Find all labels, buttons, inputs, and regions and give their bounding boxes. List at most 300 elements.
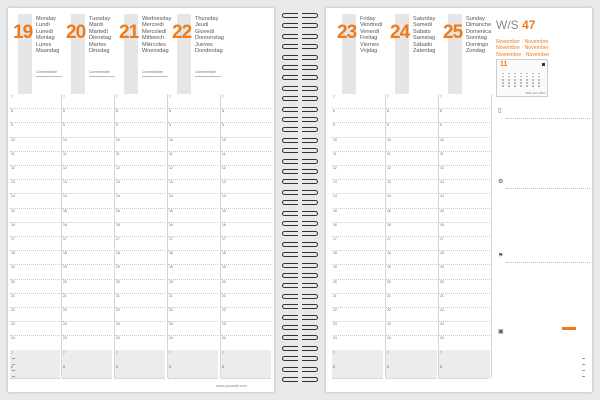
time-slot[interactable] — [332, 179, 383, 194]
time-slot[interactable] — [439, 137, 490, 152]
time-slot[interactable] — [10, 94, 60, 109]
spiral-coil — [280, 178, 320, 185]
day-column-sunday[interactable] — [442, 14, 494, 96]
time-slot[interactable] — [332, 193, 383, 208]
time-slot[interactable] — [62, 279, 112, 294]
time-slot[interactable] — [62, 108, 112, 123]
time-slot[interactable] — [10, 165, 60, 180]
time-slot[interactable] — [62, 222, 112, 237]
left-page — [8, 8, 274, 392]
hour-label: 11 — [222, 151, 226, 156]
time-slot[interactable] — [439, 179, 490, 194]
time-slot[interactable] — [62, 335, 112, 350]
hour-label: 7 — [169, 350, 171, 355]
hour-label: 14 — [11, 194, 15, 199]
time-slot[interactable] — [439, 321, 490, 336]
time-slot[interactable] — [221, 179, 271, 194]
day-column-saturday[interactable] — [389, 14, 441, 96]
time-slot[interactable] — [10, 264, 60, 279]
time-slot[interactable] — [115, 208, 165, 223]
time-slot[interactable] — [10, 335, 60, 350]
time-slot[interactable] — [115, 307, 165, 322]
hour-label: 7 — [222, 350, 224, 355]
time-slot[interactable] — [62, 165, 112, 180]
time-slot[interactable] — [386, 279, 437, 294]
time-slot[interactable] — [168, 321, 218, 336]
time-slot[interactable] — [439, 94, 490, 109]
spiral-binding — [280, 12, 320, 390]
time-slot[interactable] — [332, 307, 383, 322]
commentaire-label: Commentaire — [142, 70, 164, 74]
day-number: 21 — [119, 22, 139, 43]
time-slot[interactable] — [386, 108, 437, 123]
time-slot[interactable] — [168, 307, 218, 322]
hour-label: 17 — [63, 237, 67, 241]
hour-label: 13 — [63, 180, 67, 185]
hour-label: 11 — [116, 151, 120, 156]
hour-label: 15 — [387, 208, 391, 213]
time-slot[interactable] — [439, 208, 490, 223]
time-slot[interactable] — [332, 122, 383, 137]
time-slot[interactable] — [332, 208, 383, 223]
time-slot[interactable] — [168, 179, 218, 194]
time-slot[interactable] — [62, 364, 112, 379]
time-slot[interactable] — [10, 279, 60, 294]
time-slot[interactable] — [168, 264, 218, 279]
hour-label: 19 — [222, 265, 226, 270]
time-slot[interactable] — [332, 350, 383, 365]
time-slot[interactable] — [168, 279, 218, 294]
time-slot[interactable] — [386, 350, 437, 365]
hour-label: 11 — [63, 151, 67, 156]
hour-label: 12 — [116, 166, 120, 170]
time-slot[interactable] — [439, 364, 490, 379]
time-slot[interactable] — [168, 208, 218, 223]
time-slot[interactable] — [10, 222, 60, 237]
hour-label: 12 — [387, 166, 391, 170]
time-slot[interactable] — [115, 94, 165, 109]
hour-label: 7 — [116, 95, 118, 99]
spiral-coil — [280, 147, 320, 154]
time-slot[interactable] — [62, 293, 112, 308]
hour-label: 7 — [11, 350, 13, 355]
time-slot[interactable] — [115, 350, 165, 365]
day-column-monday[interactable] — [12, 14, 64, 96]
time-slot[interactable] — [332, 293, 383, 308]
hour-label: 10 — [440, 137, 444, 142]
time-slot[interactable] — [332, 364, 383, 379]
spiral-coil — [280, 366, 320, 373]
time-slot[interactable] — [439, 307, 490, 322]
time-slot[interactable] — [221, 307, 271, 322]
hour-label: 8 — [222, 109, 224, 114]
hour-label: 22 — [11, 308, 15, 312]
time-slot[interactable] — [62, 193, 112, 208]
time-slot[interactable] — [10, 137, 60, 152]
commentaire-label: Commentaire — [36, 70, 58, 74]
spiral-coil — [280, 355, 320, 362]
time-slot[interactable] — [168, 236, 218, 251]
time-slot[interactable] — [168, 364, 218, 379]
time-slot[interactable] — [168, 165, 218, 180]
hour-label: 13 — [169, 180, 173, 185]
time-slot[interactable] — [10, 151, 60, 166]
hour-label: 24 — [169, 336, 173, 341]
time-slot[interactable] — [221, 335, 271, 350]
hour-label: 8 — [169, 109, 171, 114]
time-slot[interactable] — [168, 94, 218, 109]
hour-label: 12 — [440, 166, 444, 170]
hour-label: 11 — [387, 151, 391, 156]
time-slot[interactable] — [386, 222, 437, 237]
time-slot[interactable] — [439, 236, 490, 251]
hour-label: 19 — [169, 265, 173, 270]
hour-grid[interactable] — [326, 94, 592, 378]
hour-label: 8 — [333, 364, 335, 369]
time-slot[interactable] — [10, 250, 60, 265]
column-divider — [491, 94, 492, 378]
hour-label: 23 — [387, 322, 391, 327]
time-slot[interactable] — [439, 264, 490, 279]
hour-grid[interactable] — [8, 94, 274, 378]
time-slot[interactable] — [168, 222, 218, 237]
hour-label: 21 — [63, 293, 67, 298]
time-slot[interactable] — [168, 293, 218, 308]
time-slot[interactable] — [332, 222, 383, 237]
hour-label: 17 — [440, 237, 444, 241]
time-slot[interactable] — [168, 335, 218, 350]
time-slot[interactable] — [439, 293, 490, 308]
time-slot[interactable] — [168, 250, 218, 265]
time-slot[interactable] — [221, 264, 271, 279]
time-slot[interactable] — [62, 208, 112, 223]
hour-label: 9 — [11, 123, 13, 128]
time-slot[interactable] — [62, 179, 112, 194]
time-slot[interactable] — [439, 350, 490, 365]
time-slot[interactable] — [115, 236, 165, 251]
hour-label: 16 — [222, 222, 226, 227]
hour-label: 11 — [440, 151, 444, 156]
time-slot[interactable] — [115, 222, 165, 237]
hour-label: 7 — [11, 95, 13, 99]
time-slot[interactable] — [168, 193, 218, 208]
hour-label: 20 — [11, 279, 15, 284]
hour-label: 22 — [63, 308, 67, 312]
day-names: Wednesday Mercredi Mercoledì Mittwoch Miércoles Woensdag — [142, 16, 172, 55]
time-slot[interactable] — [439, 165, 490, 180]
time-slot[interactable] — [10, 364, 60, 379]
time-slot[interactable] — [221, 108, 271, 123]
spiral-coil — [280, 220, 320, 227]
time-slot[interactable] — [221, 165, 271, 180]
time-slot[interactable] — [332, 94, 383, 109]
time-slot[interactable] — [221, 350, 271, 365]
time-slot[interactable] — [115, 264, 165, 279]
hour-label: 9 — [333, 123, 335, 128]
hour-label: 20 — [333, 279, 337, 284]
hour-label: 14 — [333, 194, 337, 199]
time-slot[interactable] — [221, 279, 271, 294]
time-slot[interactable] — [439, 250, 490, 265]
time-slot[interactable] — [221, 250, 271, 265]
time-slot[interactable] — [221, 193, 271, 208]
day-column-thursday[interactable] — [171, 14, 223, 96]
hour-label: 11 — [169, 151, 173, 156]
time-slot[interactable] — [115, 165, 165, 180]
hour-label: 9 — [387, 123, 389, 128]
commentaire-label: Commentaire — [195, 70, 217, 74]
day-column-wednesday[interactable] — [118, 14, 170, 96]
hour-label: 7 — [333, 350, 335, 355]
hour-label: 10 — [116, 137, 120, 142]
time-slot[interactable] — [439, 335, 490, 350]
hour-label: 8 — [11, 109, 13, 114]
time-slot[interactable] — [168, 151, 218, 166]
time-slot[interactable] — [115, 151, 165, 166]
time-slot[interactable] — [115, 122, 165, 137]
hour-label: 11 — [11, 151, 15, 156]
time-slot[interactable] — [62, 122, 112, 137]
time-slot[interactable] — [386, 179, 437, 194]
time-slot[interactable] — [115, 335, 165, 350]
time-slot[interactable] — [386, 165, 437, 180]
time-slot[interactable] — [168, 137, 218, 152]
hour-label: 17 — [333, 237, 337, 241]
spiral-coil — [280, 345, 320, 352]
time-slot[interactable] — [439, 122, 490, 137]
time-slot[interactable] — [386, 293, 437, 308]
right-page — [326, 8, 592, 392]
day-column-friday[interactable] — [336, 14, 388, 96]
spiral-coil — [280, 241, 320, 248]
column-divider — [438, 94, 439, 378]
hour-label: 16 — [387, 222, 391, 227]
hour-label: 12 — [169, 166, 173, 170]
hour-label: 8 — [387, 109, 389, 114]
column-divider — [61, 94, 62, 378]
hour-label: 7 — [387, 350, 389, 355]
time-slot[interactable] — [62, 94, 112, 109]
time-slot[interactable] — [386, 307, 437, 322]
time-slot[interactable] — [10, 108, 60, 123]
hour-label: 16 — [440, 222, 444, 227]
time-slot[interactable] — [221, 364, 271, 379]
time-slot[interactable] — [221, 293, 271, 308]
time-slot[interactable] — [62, 307, 112, 322]
day-column-tuesday[interactable] — [65, 14, 117, 96]
time-slot[interactable] — [115, 250, 165, 265]
hour-label: 24 — [116, 336, 120, 341]
hour-label: 10 — [333, 137, 337, 142]
time-slot[interactable] — [115, 321, 165, 336]
time-slot[interactable] — [439, 108, 490, 123]
time-slot[interactable] — [221, 94, 271, 109]
hour-label: 14 — [169, 194, 173, 199]
footer-url: www.quovadis.com — [216, 384, 247, 388]
time-slot[interactable] — [332, 335, 383, 350]
hour-label: 16 — [116, 222, 120, 227]
hour-label: 15 — [440, 208, 444, 213]
hour-label: 12 — [11, 166, 15, 170]
time-slot[interactable] — [115, 179, 165, 194]
day-names: Thursday Jeudi Giovedì Donnerstag Jueves Donderdag — [195, 16, 224, 55]
time-slot[interactable] — [10, 208, 60, 223]
time-slot[interactable] — [62, 350, 112, 365]
hour-label: 23 — [169, 322, 173, 327]
time-slot[interactable] — [221, 122, 271, 137]
time-slot[interactable] — [62, 236, 112, 251]
hour-label: 19 — [440, 265, 444, 270]
time-slot[interactable] — [386, 335, 437, 350]
mini-calendar[interactable] — [496, 59, 548, 97]
hour-label: 17 — [387, 237, 391, 241]
time-slot[interactable] — [439, 151, 490, 166]
gear-icon: ⚙ — [498, 179, 504, 185]
time-slot[interactable] — [62, 264, 112, 279]
time-slot[interactable] — [10, 179, 60, 194]
hour-label: 19 — [333, 265, 337, 270]
hour-label: 19 — [63, 265, 67, 270]
day-number: 19 — [13, 22, 33, 43]
hour-label: 23 — [440, 322, 444, 327]
time-slot[interactable] — [168, 122, 218, 137]
time-slot[interactable] — [10, 236, 60, 251]
time-slot[interactable] — [332, 151, 383, 166]
time-slot[interactable] — [386, 151, 437, 166]
spiral-coil — [280, 189, 320, 196]
time-slot[interactable] — [439, 193, 490, 208]
time-slot[interactable] — [332, 108, 383, 123]
time-slot[interactable] — [332, 279, 383, 294]
time-slot[interactable] — [10, 293, 60, 308]
spiral-coil — [280, 33, 320, 40]
time-slot[interactable] — [439, 222, 490, 237]
hour-label: 14 — [222, 194, 226, 199]
time-slot[interactable] — [115, 137, 165, 152]
hour-label: 8 — [63, 109, 65, 114]
hour-label: 10 — [169, 137, 173, 142]
time-slot[interactable] — [386, 264, 437, 279]
day-names: Saturday Samedi Sabato Samstag Sábado Zaterdag — [413, 16, 436, 55]
day-names: Sunday Dimanche Domenica Sonntag Domingo Zondag — [466, 16, 492, 55]
time-slot[interactable] — [332, 137, 383, 152]
hour-label: 18 — [222, 251, 226, 256]
hour-label: 21 — [169, 293, 173, 298]
time-slot[interactable] — [386, 193, 437, 208]
hour-label: 9 — [116, 123, 118, 128]
time-slot[interactable] — [168, 350, 218, 365]
time-slot[interactable] — [168, 108, 218, 123]
spiral-coil — [280, 262, 320, 269]
time-slot[interactable] — [221, 137, 271, 152]
hour-label: 8 — [333, 109, 335, 114]
hour-label: 18 — [169, 251, 173, 256]
hour-label: 20 — [440, 279, 444, 284]
hour-label: 17 — [222, 237, 226, 241]
hour-label: 12 — [63, 166, 67, 170]
hour-label: 24 — [63, 336, 67, 341]
time-slot[interactable] — [115, 193, 165, 208]
spiral-coil — [280, 95, 320, 102]
hour-label: 13 — [222, 180, 226, 185]
column-divider — [385, 94, 386, 378]
time-slot[interactable] — [332, 165, 383, 180]
spiral-coil — [280, 199, 320, 206]
hour-label: 20 — [169, 279, 173, 284]
time-slot[interactable] — [386, 236, 437, 251]
hour-label: 9 — [169, 123, 171, 128]
spiral-coil — [280, 334, 320, 341]
time-slot[interactable] — [221, 321, 271, 336]
time-slot[interactable] — [221, 208, 271, 223]
hour-label: 21 — [222, 293, 226, 298]
time-slot[interactable] — [115, 293, 165, 308]
hour-label: 17 — [116, 237, 120, 241]
time-slot[interactable] — [62, 137, 112, 152]
time-slot[interactable] — [10, 307, 60, 322]
time-slot[interactable] — [386, 321, 437, 336]
time-slot[interactable] — [439, 279, 490, 294]
hour-label: 13 — [116, 180, 120, 185]
time-slot[interactable] — [115, 364, 165, 379]
day-number: 25 — [443, 22, 463, 43]
hour-label: 23 — [222, 322, 226, 327]
time-slot[interactable] — [221, 222, 271, 237]
hour-label: 22 — [116, 308, 120, 312]
time-slot[interactable] — [386, 94, 437, 109]
spiral-coil — [280, 137, 320, 144]
day-number: 23 — [337, 22, 357, 43]
hour-label: 16 — [169, 222, 173, 227]
time-slot[interactable] — [332, 321, 383, 336]
hour-label: 23 — [116, 322, 120, 327]
hour-label: 24 — [440, 336, 444, 341]
spiral-coil — [280, 54, 320, 61]
spiral-coil — [280, 106, 320, 113]
spiral-coil — [280, 168, 320, 175]
time-slot[interactable] — [332, 250, 383, 265]
time-slot[interactable] — [10, 122, 60, 137]
time-slot[interactable] — [10, 193, 60, 208]
hour-label: 10 — [387, 137, 391, 142]
time-slot[interactable] — [386, 137, 437, 152]
hour-label: 21 — [440, 293, 444, 298]
hour-label: 16 — [11, 222, 15, 227]
time-slot[interactable] — [386, 364, 437, 379]
hour-label: 22 — [222, 308, 226, 312]
hour-label: 7 — [440, 95, 442, 99]
time-slot[interactable] — [332, 236, 383, 251]
time-slot[interactable] — [221, 151, 271, 166]
hour-label: 11 — [333, 151, 337, 156]
hour-label: 7 — [63, 350, 65, 355]
time-slot[interactable] — [386, 250, 437, 265]
hour-label: 12 — [222, 166, 226, 170]
time-slot[interactable] — [386, 208, 437, 223]
time-slot[interactable] — [10, 321, 60, 336]
day-names: Friday Vendredi Venerdì Freitag Viernes Vrijdag — [360, 16, 383, 55]
hour-label: 9 — [222, 123, 224, 128]
time-slot[interactable] — [10, 350, 60, 365]
time-slot[interactable] — [115, 108, 165, 123]
time-slot[interactable] — [62, 151, 112, 166]
time-slot[interactable] — [221, 236, 271, 251]
time-slot[interactable] — [115, 279, 165, 294]
time-slot[interactable] — [332, 264, 383, 279]
time-slot[interactable] — [62, 250, 112, 265]
time-slot[interactable] — [386, 122, 437, 137]
time-slot[interactable] — [62, 321, 112, 336]
